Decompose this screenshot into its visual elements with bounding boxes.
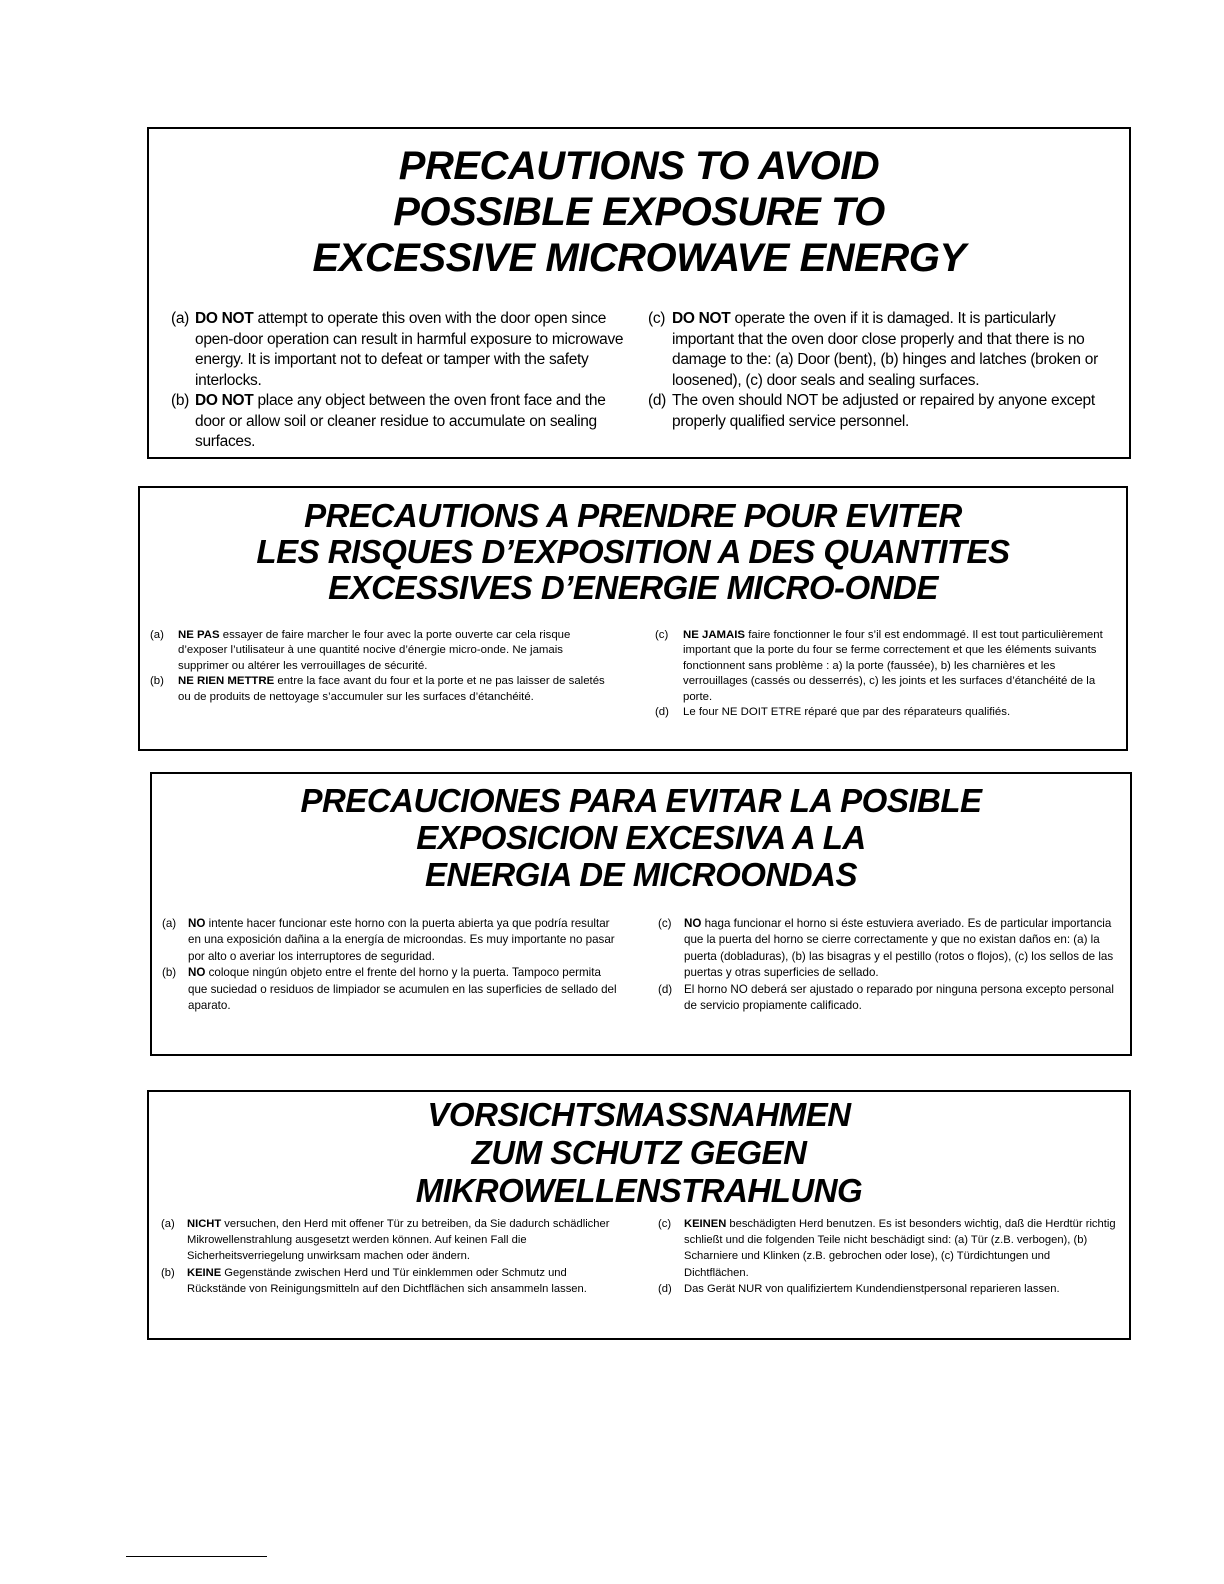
- precaution-item: [162, 965, 620, 1014]
- precaution-item: [658, 916, 1116, 982]
- english-precautions-box: [147, 127, 1131, 459]
- item-text: Gegenstände zwischen Herd und Tür einklemmen oder Schmutz und Rückstände von Reinigungsmitteln auf den Dichtflächen sich ansammeln lassen.: [187, 1266, 587, 1295]
- footer-rule: [126, 1556, 267, 1557]
- item-text: El horno NO deberá ser ajustado o reparado por ninguna persona excepto personal de servicio propiamente calificado.: [684, 982, 1114, 1013]
- item-text: intente hacer funcionar este horno con la puerta abierta ya que podría resultar en una exposición dañina a la energía de microondas. Es muy importante no pasar por alto o averiar los interruptores de seguridad.: [188, 917, 615, 963]
- precaution-item: [171, 309, 634, 391]
- item-text: Le four NE DOIT ETRE réparé que par des réparateurs qualifiés.: [683, 706, 1011, 719]
- item-emphasis: DO NOT: [672, 310, 731, 327]
- precaution-item: [150, 628, 615, 674]
- precaution-item: [655, 705, 1120, 720]
- title-line: MIKROWELLENSTRAHLUNG: [415, 1172, 863, 1209]
- precaution-item: [658, 1281, 1117, 1297]
- german-precautions-box: [147, 1090, 1131, 1340]
- item-label: (d): [648, 392, 667, 409]
- title-line: PRECAUTIONS TO AVOID: [398, 144, 880, 188]
- item-emphasis: DO NOT: [195, 310, 254, 327]
- item-text: haga funcionar el horno si éste estuviera averiado. Es de particular importancia que la puerta del horno se cierre correctamente y que no existan daños en: (a) la puerta (dobladuras), (b) las bisagras y el pestillo (rotos o flojos), (c) los sellos de las puertas y otras superficies de sellado.: [684, 917, 1114, 980]
- precaution-item: [658, 982, 1116, 1015]
- spanish-precautions-box: [150, 772, 1132, 1056]
- item-text: attempt to operate this oven with the door open since open-door operation can result in harmful exposure to microwave energy. It is important not to defeat or tamper with the safety interlocks.: [195, 310, 624, 389]
- title-line: VORSICHTSMASSNAHMEN: [427, 1096, 851, 1133]
- item-label: (d): [655, 706, 669, 719]
- title-line: PRECAUTIONS A PRENDRE POUR EVITER: [304, 497, 962, 534]
- french-title: [140, 498, 1126, 606]
- precaution-item: [648, 309, 1111, 391]
- item-label: (d): [658, 1282, 672, 1295]
- german-title: [149, 1096, 1129, 1210]
- item-emphasis: KEINE: [187, 1266, 222, 1279]
- item-emphasis: NE PAS: [178, 629, 220, 641]
- title-line: LES RISQUES D’EXPOSITION A DES QUANTITES: [256, 533, 1010, 570]
- title-line: EXPOSICION EXCESIVA A LA: [416, 819, 866, 856]
- precaution-item: [655, 628, 1120, 705]
- item-emphasis: NO: [684, 917, 702, 930]
- item-text: place any object between the oven front face and the door or allow soil or cleaner residue to accumulate on sealing surfaces.: [195, 392, 606, 450]
- item-label: (b): [171, 392, 190, 409]
- precaution-item: [161, 1216, 620, 1265]
- precaution-item: [162, 916, 620, 965]
- item-text: versuchen, den Herd mit offener Tür zu betreiben, da Sie dadurch schädlicher Mikrowellenstrahlung ausgesetzt werden können. Auf keinen Fall die Sicherheitsverriegelung unwirksam machen oder ändern.: [187, 1218, 610, 1263]
- item-emphasis: NICHT: [187, 1218, 222, 1230]
- item-label: (d): [658, 982, 673, 996]
- item-text: Das Gerät NUR von qualifiziertem Kundendienstpersonal reparieren lassen.: [684, 1282, 1060, 1295]
- english-title: [149, 143, 1129, 281]
- item-label: (a): [150, 629, 164, 641]
- title-line: POSSIBLE EXPOSURE TO: [393, 190, 885, 234]
- item-label: (c): [655, 629, 669, 641]
- item-text: The oven should NOT be adjusted or repaired by anyone except properly qualified service personnel.: [672, 392, 1095, 430]
- item-label: (b): [150, 675, 164, 688]
- precaution-item: [150, 674, 615, 705]
- item-label: (c): [658, 1218, 672, 1230]
- item-text: beschädigten Herd benutzen. Es ist besonders wichtig, daß die Herdtür richtig schließt und die folgenden Teile nicht beschädigt sind: (a) Tür (z.B. verbogen), (b) Scharniere und Klinken (z.B. gebrochen oder lose), (c) Türdichtungen und Dichtflächen.: [684, 1218, 1116, 1279]
- item-text: coloque ningún objeto entre el frente del horno y la puerta. Tampoco permita que suciedad o residuos de limpiador se acumulen en las superficies de sellado del aparato.: [188, 966, 617, 1013]
- precaution-item: [658, 1216, 1117, 1281]
- item-label: (c): [648, 310, 666, 327]
- precaution-item: [648, 391, 1111, 432]
- item-emphasis: NO: [188, 917, 206, 930]
- french-precautions-box: [138, 486, 1128, 751]
- title-line: ENERGIA DE MICROONDAS: [425, 856, 857, 893]
- title-line: ZUM SCHUTZ GEGEN: [471, 1134, 807, 1171]
- item-label: (a): [161, 1218, 175, 1230]
- item-text: faire fonctionner le four s’il est endommagé. Il est tout particulièrement important que la porte du four se ferme correctement et que les éléments suivants fonctionnent sans problème : a) la porte (faussée), b) les charnières et les verrouillages (cassés ou desserrés), c) les joints et les surfaces d’étanchéité de la porte.: [683, 629, 1103, 703]
- title-line: EXCESSIVES D’ENERGIE MICRO-ONDE: [328, 569, 938, 606]
- item-emphasis: DO NOT: [195, 392, 254, 409]
- precaution-item: [161, 1265, 620, 1297]
- item-label: (b): [161, 1266, 175, 1279]
- item-label: (b): [162, 966, 177, 980]
- item-emphasis: KEINEN: [684, 1218, 727, 1230]
- item-label: (a): [171, 310, 190, 327]
- item-emphasis: NE JAMAIS: [683, 629, 746, 641]
- precaution-item: [171, 391, 634, 453]
- item-text: essayer de faire marcher le four avec la porte ouverte car cela risque d’exposer l’utilisateur à une quantité nocive d’énergie micro-onde. Ne jamais supprimer ou altérer les verrouillages de sécurité.: [178, 629, 571, 672]
- item-emphasis: NO: [188, 966, 206, 980]
- item-text: operate the oven if it is damaged. It is particularly important that the oven door close properly and that there is no damage to the: (a) Door (bent), (b) hinges and latches (broken or loosened), (c) door seals and sealing surfaces.: [672, 310, 1098, 389]
- title-line: EXCESSIVE MICROWAVE ENERGY: [312, 236, 966, 280]
- item-label: (a): [162, 917, 177, 930]
- item-label: (c): [658, 917, 672, 930]
- title-line: PRECAUCIONES PARA EVITAR LA POSIBLE: [300, 782, 982, 819]
- item-text: entre la face avant du four et la porte et ne pas laisser de saletés ou de produits de nettoyage s’accumuler sur les surfaces d’étanchéité.: [178, 675, 605, 703]
- spanish-title: [152, 782, 1130, 893]
- item-emphasis: NE RIEN METTRE: [178, 675, 275, 688]
